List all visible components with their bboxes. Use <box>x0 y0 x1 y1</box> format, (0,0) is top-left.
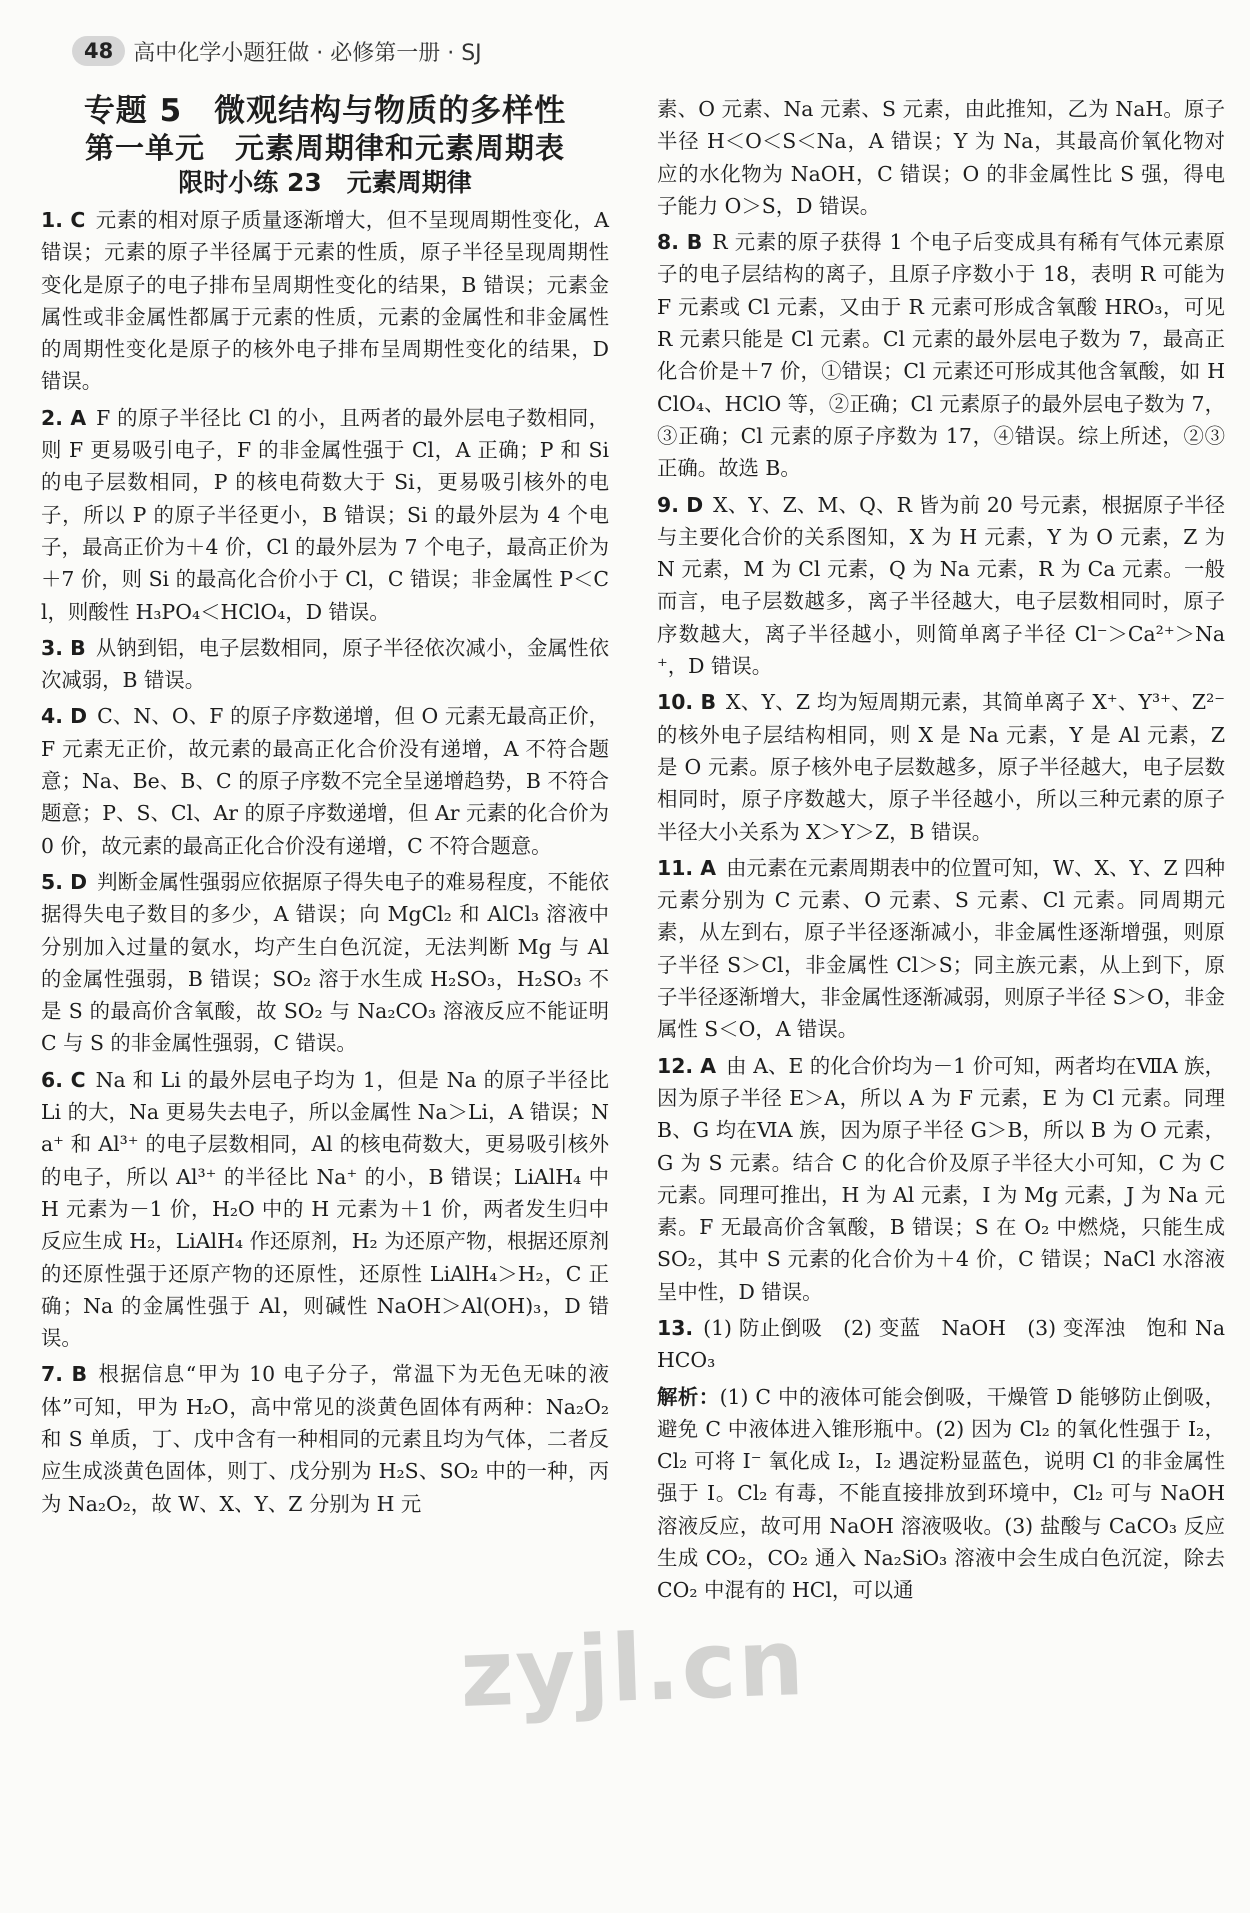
answer-text: 由 A、E 的化合价均为－1 价可知，两者均在ⅦA 族，因为原子半径 E＞A，所以 A 为 F 元素，E 为 Cl 元素。同理 B、G 均在ⅥA 族，因为原子半径 G＞B，所以 B 为 O 元素，G 为 S 元素。结合 C 的化合价及原子半径大小可知，C 为 C 元素。同理可推出，H 为 Al 元素，I 为 Mg 元素，J 为 Na 元素。F 无最高价含氧酸，B 错误；S 在 O₂ 中燃烧，只能生成 SO₂，其中 S 元素的化合价为＋4 价，C 错误；NaCl 水溶液呈中性，D 错误。 <box>657 1053 1225 1304</box>
answer-label: 4. D <box>41 704 88 729</box>
answer-item-5 <box>41 866 609 1060</box>
answer-text: X、Y、Z、M、Q、R 皆为前 20 号元素，根据原子半径与主要化合价的关系图知，X 为 H 元素，Y 为 O 元素，Z 为 N 元素，M 为 Cl 元素，Q 为 Na 元素，R 为 Ca 元素。一般而言，电子层数越多，离子半径越大，电子层数相同时，原子序数越大，离子半径越小，则简单离子半径 Cl⁻＞Ca²⁺＞Na⁺，D 错误。 <box>657 492 1225 679</box>
unit-title: 第一单元 元素周期律和元素周期表 <box>84 131 565 165</box>
answer-text: F 的原子半径比 Cl 的小，且两者的最外层电子数相同，则 F 更易吸引电子，F 的非金属性强于 Cl，A 正确；P 和 Si 的电子层数相同，P 的核电荷数大于 Si，更易吸引核外的电子，所以 P 的原子半径更小，B 错误；Si 的最外层为 4 个电子，最高正价为＋4 价，Cl 的最外层为 7 个电子，最高正价为＋7 价，则 Si 的最高化合价小于 Cl，C 错误；非金属性 P＜Cl，则酸性 H₃PO₄＜HClO₄，D 错误。 <box>41 405 609 624</box>
answer-label: 9. D <box>657 492 704 517</box>
page-header <box>72 36 482 66</box>
answer-label: 6. C <box>41 1067 86 1092</box>
answer-text: 从钠到铝，电子层数相同，原子半径依次减小，金属性依次减弱，B 错误。 <box>41 635 609 693</box>
right-column <box>657 93 1225 1611</box>
answer-item-4 <box>41 700 609 861</box>
left-column <box>41 88 609 1524</box>
answer-item-12 <box>657 1050 1225 1308</box>
answer-text: C、N、O、F 的原子序数递增，但 O 元素无最高正价，F 元素无正价，故元素的最高正化合价没有递增，A 不符合题意；Na、Be、B、C 的原子序数不完全呈递增趋势，B 不符合题意；P、S、Cl、Ar 的原子序数递增，但 Ar 元素的化合价为 0 价，故元素的最高正化合价没有递增，C 不符合题意。 <box>41 704 609 858</box>
answer-item-8 <box>657 226 1225 484</box>
answer-text: R 元素的原子获得 1 个电子后变成具有稀有气体元素原子的电子层结构的离子，且原子序数小于 18，表明 R 可能为 F 元素或 Cl 元素，又由于 R 元素可形成含氧酸 HRO₃，可见 R 元素只能是 Cl 元素。Cl 元素的最外层电子数为 7，最高正化合价是＋7 价，①错误；Cl 元素还可形成其他含氧酸，如 HClO₄、HClO 等，②正确；Cl 元素原子的最外层电子数为 7，③正确；Cl 元素的原子序数为 17，④错误。综上所述，②③正确。故选 B。 <box>657 230 1225 481</box>
answer-label: 2. A <box>41 405 87 430</box>
analysis-13 <box>657 1381 1225 1607</box>
answer-label: 7. B <box>41 1362 88 1387</box>
answer-label: 11. A <box>657 855 717 880</box>
answer-label: 8. B <box>657 230 703 255</box>
answer-text: (1) 防止倒吸 (2) 变蓝 NaOH (3) 变浑浊 饱和 NaHCO₃ <box>657 1315 1225 1373</box>
answer-text: 素、O 元素、Na 元素、S 元素，由此推知，乙为 NaH。原子半径 H＜O＜S＜Na，A 错误；Y 为 Na，其最高价氧化物对应的水化物为 NaOH，C 错误；O 的非金属性比 S 强，得电子能力 O＞S，D 错误。 <box>657 97 1225 218</box>
book-title: 高中化学小题狂做 · 必修第一册 · SJ <box>133 40 482 66</box>
answer-item-7 <box>41 1358 609 1519</box>
answer-label: 1. C <box>41 208 86 232</box>
answer-text: 根据信息“甲为 10 电子分子，常温下为无色无味的液体”可知，甲为 H₂O，高中常见的淡黄色固体有两种：Na₂O₂ 和 S 单质，丁、戊中含有一种相同的元素且均为气体，二者反应生成淡黄色固体，则丁、戊分别为 H₂S、SO₂ 中的一种，丙为 Na₂O₂，故 W、X、Y、Z 分别为 H 元 <box>41 1362 609 1516</box>
answer-item-2 <box>41 402 609 628</box>
analysis-label: 解析： <box>657 1384 720 1409</box>
answer-item-11 <box>657 852 1225 1046</box>
answer-item-3 <box>41 632 609 697</box>
exercise-title: 限时小练 23 元素周期律 <box>178 168 472 197</box>
answer-label: 5. D <box>41 869 88 894</box>
answer-label: 12. A <box>657 1053 717 1078</box>
answer-label: 10. B <box>657 690 717 715</box>
watermark: zyjl.cn <box>458 1609 808 1728</box>
analysis-text: (1) C 中的液体可能会倒吸，干燥管 D 能够防止倒吸，避免 C 中液体进入锥形瓶中。(2) 因为 Cl₂ 的氧化性强于 I₂，Cl₂ 可将 I⁻ 氧化成 I₂，I₂ 遇淀粉显蓝色，说明 Cl 的非金属性强于 I。Cl₂ 有毒，不能直接排放到环境中，Cl₂ 可与 NaOH 溶液反应，故可用 NaOH 溶液吸收。(3) 盐酸与 CaCO₃ 反应生成 CO₂，CO₂ 通入 Na₂SiO₃ 溶液中会生成白色沉淀，除去 CO₂ 中混有的 HCl，可以通 <box>657 1384 1226 1603</box>
answer-label: 13. <box>657 1315 694 1340</box>
answer-text: 元素的相对原子质量逐渐增大，但不呈现周期性变化，A 错误；元素的原子半径属于元素的性质，原子半径呈现周期性变化是原子的电子排布呈周期性变化的结果，B 错误；元素金属性或非金属性都属于元素的性质，元素的金属性和非金属性的周期性变化是原子的核外电子排布呈周期性变化的结果，D 错误。 <box>41 208 609 394</box>
answer-item-1 <box>41 204 609 398</box>
answer-item-7-continued <box>657 93 1225 222</box>
answer-item-13 <box>657 1312 1225 1377</box>
answer-label: 3. B <box>41 635 86 660</box>
answer-item-6 <box>41 1064 609 1355</box>
answer-item-10 <box>657 686 1225 847</box>
answer-text: Na 和 Li 的最外层电子均为 1，但是 Na 的原子半径比 Li 的大，Na 更易失去电子，所以金属性 Na＞Li，A 错误；Na⁺ 和 Al³⁺ 的电子层数相同，Al 的核电荷数大，更易吸引核外的电子，所以 Al³⁺ 的半径比 Na⁺ 的小，B 错误；LiAlH₄ 中 H 元素为－1 价，H₂O 中的 H 元素为＋1 价，两者发生归中反应生成 H₂，LiAlH₄ 作还原剂，H₂ 为还原产物，根据还原剂的还原性强于还原产物的还原性，还原性 LiAlH₄＞H₂，C 正确；Na 的金属性强于 Al，则碱性 NaOH＞Al(OH)₃，D 错误。 <box>41 1067 610 1351</box>
answer-text: X、Y、Z 均为短周期元素，其简单离子 X⁺、Y³⁺、Z²⁻ 的核外电子层结构相同，则 X 是 Na 元素，Y 是 Al 元素，Z 是 O 元素。原子核外电子层数越多，原子半径越大，电子层数相同时，原子序数越大，原子半径越小，所以三种元素的原子半径大小关系为 X＞Y＞Z，B 错误。 <box>657 690 1226 844</box>
answer-item-9 <box>657 489 1225 683</box>
page-number: 48 <box>72 36 125 66</box>
answer-text: 判断金属性强弱应依据原子得失电子的难易程度，不能依据得失电子数目的多少，A 错误；向 MgCl₂ 和 AlCl₃ 溶液中分别加入过量的氨水，均产生白色沉淀，无法判断 Mg 与 Al 的金属性强弱，B 错误；SO₂ 溶于水生成 H₂SO₃，H₂SO₃ 不是 S 的最高价含氧酸，故 SO₂ 与 Na₂CO₃ 溶液反应不能证明 C 与 S 的非金属性强弱，C 错误。 <box>41 869 609 1056</box>
topic-title: 专题 5 微观结构与物质的多样性 <box>83 93 567 129</box>
answer-text: 由元素在元素周期表中的位置可知，W、X、Y、Z 四种元素分别为 C 元素、O 元素、S 元素、Cl 元素。同周期元素，从左到右，原子半径逐渐减小，非金属性逐渐增强，则原子半径 S＞Cl，非金属性 Cl＞S；同主族元素，从上到下，原子半径逐渐增大，非金属性逐渐减弱，则原子半径 S＞O，非金属性 S＜O，A 错误。 <box>657 855 1225 1042</box>
